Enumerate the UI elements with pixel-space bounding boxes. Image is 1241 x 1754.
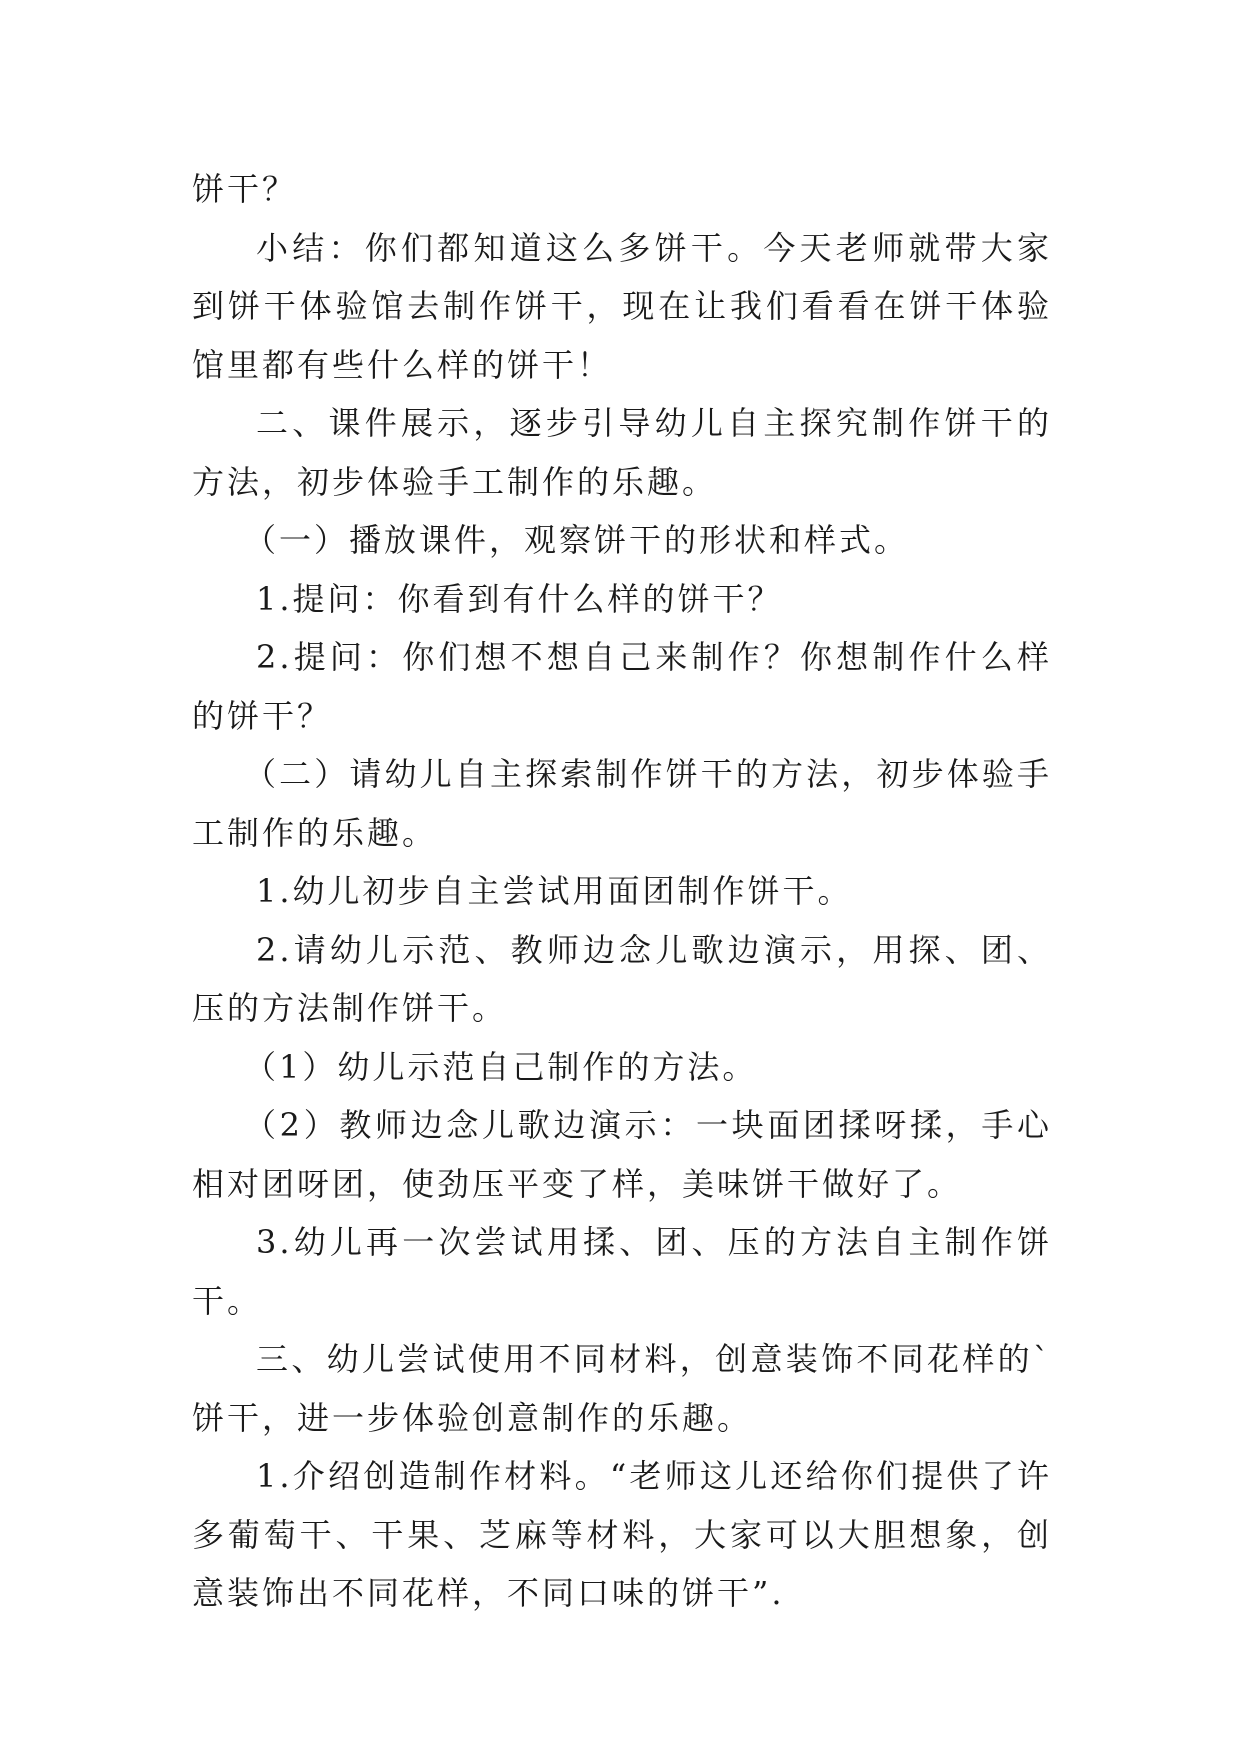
list-item: 1.介绍创造制作材料。“老师这儿还给你们提供了许多葡萄干、干果、芝麻等材料，大家可以大胆想象，创意装饰出不同花样，不同口味的饼干”. <box>192 1457 1052 1612</box>
subsection-heading-1: （一）播放课件，观察饼干的形状和样式。 <box>244 521 910 559</box>
paragraph-continuation: 饼干？ <box>192 170 298 208</box>
list-item: 1.幼儿初步自主尝试用面团制作饼干。 <box>256 872 853 910</box>
list-item: （1）幼儿示范自己制作的方法。 <box>244 1047 758 1086</box>
document-body <box>192 160 1052 1623</box>
list-item: 2.提问：你们想不想自己来制作？你想制作什么样的饼干？ <box>192 638 1052 735</box>
subsection-heading-2: （二）请幼儿自主探索制作饼干的方法，初步体验手工制作的乐趣。 <box>192 755 1052 852</box>
list-item: 1.提问：你看到有什么样的饼干？ <box>256 579 783 618</box>
paragraph-summary: 小结：你们都知道这么多饼干。今天老师就带大家到饼干体验馆去制作饼干，现在让我们看看在饼干体验馆里都有些什么样的饼干！ <box>192 228 1052 384</box>
list-item: （2）教师边念儿歌边演示：一块面团揉呀揉，手心相对团呀团，使劲压平变了样，美味饼干做好了。 <box>192 1106 1052 1203</box>
list-item: 3.幼儿再一次尝试用揉、团、压的方法自主制作饼干。 <box>192 1223 1052 1320</box>
section-heading-3: 三、幼儿尝试使用不同材料，创意装饰不同花样的`饼干，进一步体验创意制作的乐趣。 <box>192 1340 1052 1437</box>
list-item: 2.请幼儿示范、教师边念儿歌边演示，用探、团、压的方法制作饼干。 <box>192 930 1052 1027</box>
section-heading-2: 二、课件展示，逐步引导幼儿自主探究制作饼干的方法，初步体验手工制作的乐趣。 <box>192 404 1052 501</box>
